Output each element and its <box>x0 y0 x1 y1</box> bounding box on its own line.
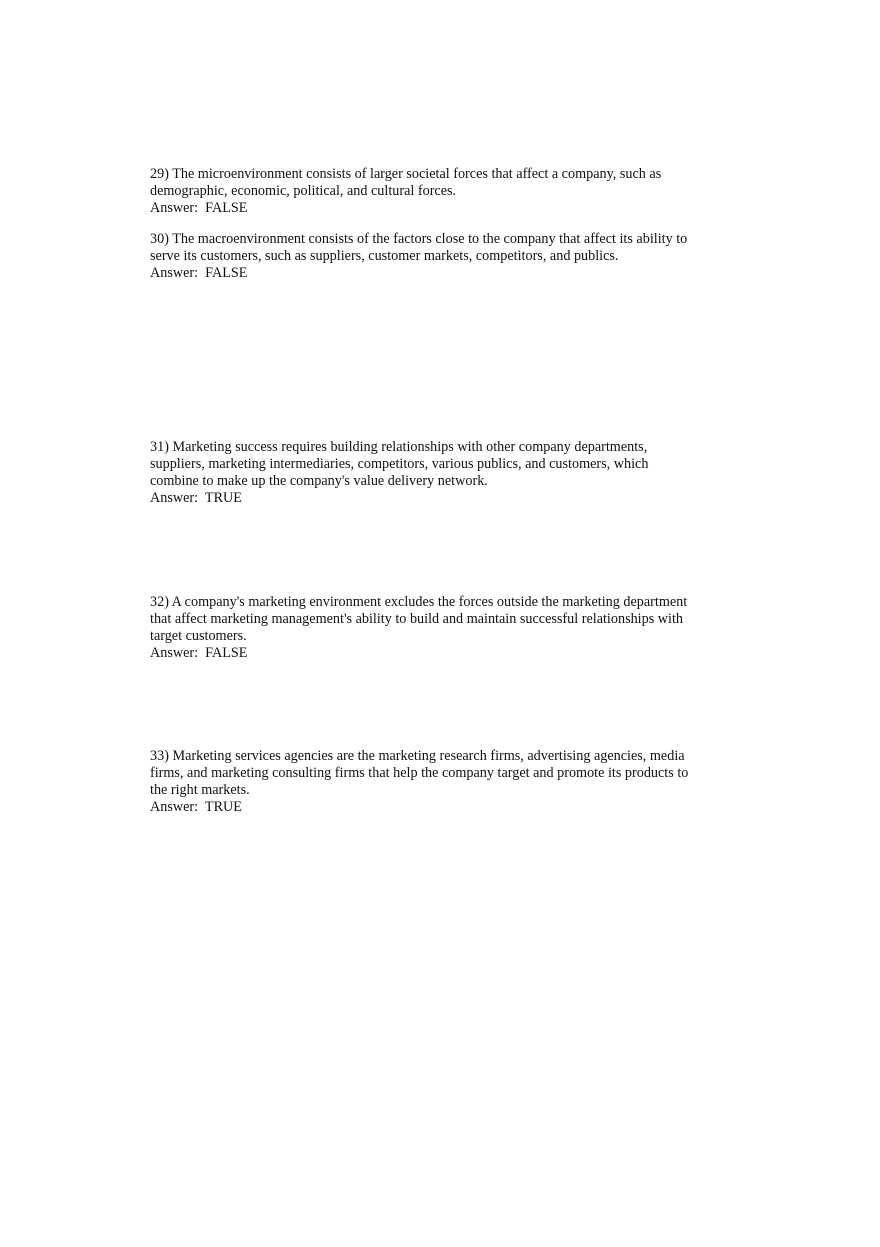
answer-text: Answer: TRUE <box>150 490 242 506</box>
question-29 <box>150 166 730 217</box>
answer-text: Answer: FALSE <box>150 200 248 216</box>
answer-text: Answer: TRUE <box>150 799 242 815</box>
question-33 <box>150 748 730 816</box>
question-text-line: serve its customers, such as suppliers, customer markets, competitors, and publics. <box>150 248 619 264</box>
question-30 <box>150 231 730 282</box>
question-31 <box>150 439 730 507</box>
question-text-line: 31) Marketing success requires building relationships with other company departments, <box>150 439 648 455</box>
question-text-line: combine to make up the company's value delivery network. <box>150 473 488 489</box>
question-text-line: suppliers, marketing intermediaries, competitors, various publics, and customers, which <box>150 456 649 472</box>
question-text-line: 30) The macroenvironment consists of the factors close to the company that affect its ability to <box>150 231 688 247</box>
answer-text: Answer: FALSE <box>150 645 248 661</box>
question-32 <box>150 594 730 662</box>
answer-text: Answer: FALSE <box>150 265 248 281</box>
question-text-line: firms, and marketing consulting firms that help the company target and promote its products to <box>150 765 689 781</box>
question-text-line: the right markets. <box>150 782 250 798</box>
question-text-line: 29) The microenvironment consists of larger societal forces that affect a company, such as <box>150 166 662 182</box>
question-text-line: that affect marketing management's ability to build and maintain successful relationships with <box>150 611 684 627</box>
question-text-line: demographic, economic, political, and cultural forces. <box>150 183 457 199</box>
question-text-line: 33) Marketing services agencies are the marketing research firms, advertising agencies, media <box>150 748 685 764</box>
question-text-line: target customers. <box>150 628 247 644</box>
question-text-line: 32) A company's marketing environment excludes the forces outside the marketing department <box>150 594 688 610</box>
